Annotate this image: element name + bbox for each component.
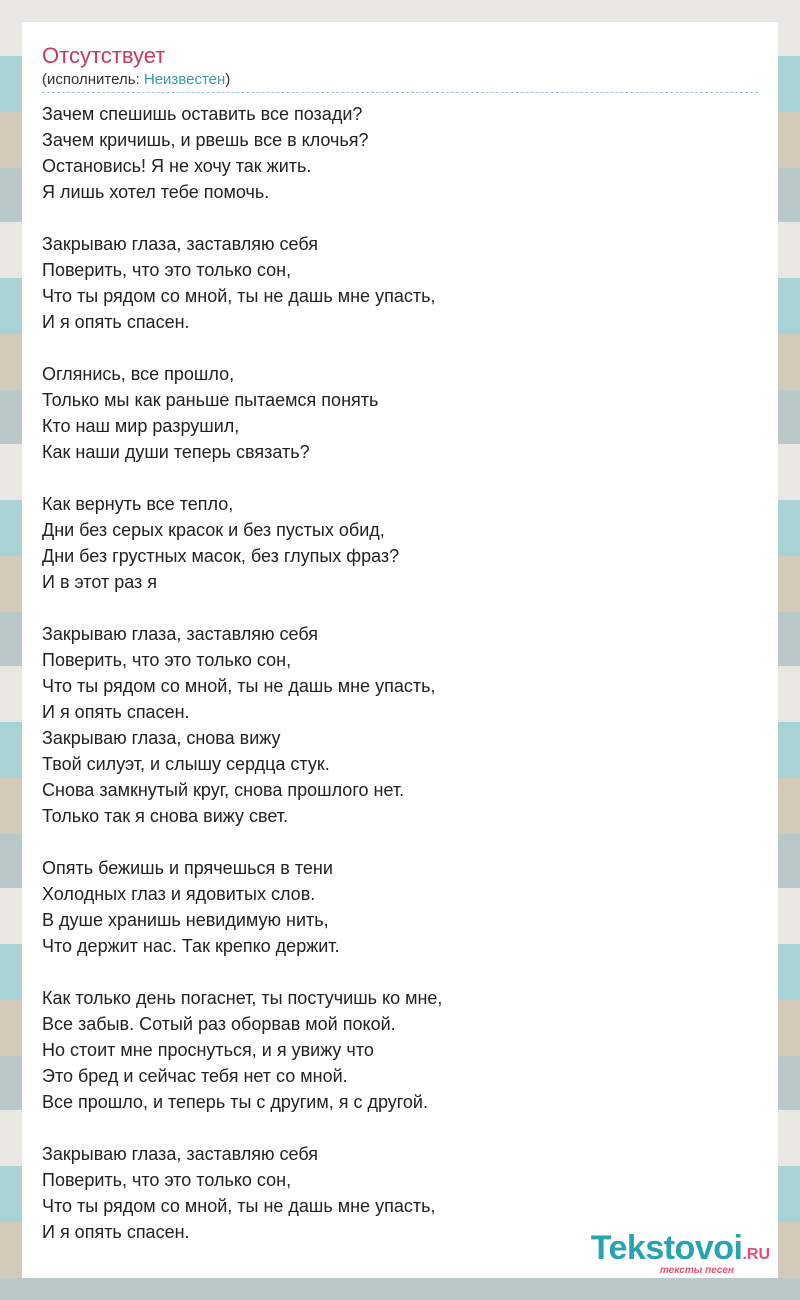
lyrics-stanza bbox=[42, 855, 758, 959]
lyrics-line: И я опять спасен. bbox=[42, 702, 190, 722]
song-title: Отсутствует bbox=[42, 43, 166, 68]
lyrics-line: Только мы как раньше пытаемся понять bbox=[42, 390, 379, 410]
lyrics-line: Оглянись, все прошло, bbox=[42, 364, 235, 384]
logo-text: Tekstovoi bbox=[590, 1229, 743, 1267]
lyrics-line: Это бред и сейчас тебя нет со мной. bbox=[42, 1066, 348, 1086]
lyrics-line: Закрываю глаза, снова вижу bbox=[42, 728, 281, 748]
lyrics-line: Как наши души теперь связать? bbox=[42, 442, 310, 462]
lyrics-stanza bbox=[42, 621, 758, 829]
lyrics-line: Зачем кричишь, и рвешь все в клочья? bbox=[42, 130, 369, 150]
lyrics-stanza bbox=[42, 101, 758, 205]
lyrics-line: Все забыв. Сотый раз оборвав мой покой. bbox=[42, 1014, 396, 1034]
lyrics-line: Кто наш мир разрушил, bbox=[42, 416, 240, 436]
lyrics-line: И в этот раз я bbox=[42, 572, 158, 592]
lyrics-line: Что ты рядом со мной, ты не дашь мне упасть, bbox=[42, 676, 436, 696]
lyrics-line: И я опять спасен. bbox=[42, 1222, 190, 1242]
lyrics-line: Зачем спешишь оставить все позади? bbox=[42, 104, 363, 124]
lyrics-line: Только так я снова вижу свет. bbox=[42, 806, 289, 826]
logo-subtitle: тексты песен bbox=[659, 1265, 734, 1276]
lyrics-line: Что держит нас. Так крепко держит. bbox=[42, 936, 340, 956]
artist-suffix: ) bbox=[225, 71, 231, 88]
lyrics-line: Поверить, что это только сон, bbox=[42, 1170, 292, 1190]
lyrics-stanza bbox=[42, 985, 758, 1115]
logo-tld: .RU bbox=[742, 1246, 770, 1263]
lyrics-line: Твой силуэт, и слышу сердца стук. bbox=[42, 754, 330, 774]
lyrics-line: Закрываю глаза, заставляю себя bbox=[42, 624, 319, 644]
lyrics-line: Как вернуть все тепло, bbox=[42, 494, 234, 514]
lyrics-line: В душе хранишь невидимую нить, bbox=[42, 910, 329, 930]
lyrics-line: Остановись! Я не хочу так жить. bbox=[42, 156, 312, 176]
lyrics-line: Опять бежишь и прячешься в тени bbox=[42, 858, 333, 878]
artist-prefix: (исполнитель: bbox=[42, 71, 144, 88]
artist-line bbox=[42, 70, 758, 93]
lyrics-stanza bbox=[42, 231, 758, 335]
lyrics-line: И я опять спасен. bbox=[42, 312, 190, 332]
lyrics-stanza bbox=[42, 361, 758, 465]
lyrics-line: Что ты рядом со мной, ты не дашь мне упасть, bbox=[42, 286, 436, 306]
lyrics-line: Все прошло, и теперь ты с другим, я с другой. bbox=[42, 1092, 428, 1112]
site-logo[interactable] bbox=[591, 1231, 770, 1276]
lyrics-line: Поверить, что это только сон, bbox=[42, 260, 292, 280]
lyrics-line: Я лишь хотел тебе помочь. bbox=[42, 182, 270, 202]
lyrics-line: Снова замкнутый круг, снова прошлого нет. bbox=[42, 780, 405, 800]
lyrics-line: Холодных глаз и ядовитых слов. bbox=[42, 884, 316, 904]
lyrics-line: Как только день погаснет, ты постучишь ко мне, bbox=[42, 988, 443, 1008]
lyrics-line: Но стоит мне проснуться, и я увижу что bbox=[42, 1040, 374, 1060]
lyrics-line: Дни без серых красок и без пустых обид, bbox=[42, 520, 385, 540]
artist-link[interactable]: Неизвестен bbox=[143, 71, 226, 88]
lyrics-body bbox=[42, 101, 758, 1245]
lyrics-stanza bbox=[42, 491, 758, 595]
lyrics-line: Дни без грустных масок, без глупых фраз? bbox=[42, 546, 400, 566]
lyrics-card bbox=[22, 22, 778, 1278]
lyrics-line: Закрываю глаза, заставляю себя bbox=[42, 1144, 319, 1164]
lyrics-line: Закрываю глаза, заставляю себя bbox=[42, 234, 319, 254]
lyrics-line: Что ты рядом со мной, ты не дашь мне упасть, bbox=[42, 1196, 436, 1216]
lyrics-line: Поверить, что это только сон, bbox=[42, 650, 292, 670]
